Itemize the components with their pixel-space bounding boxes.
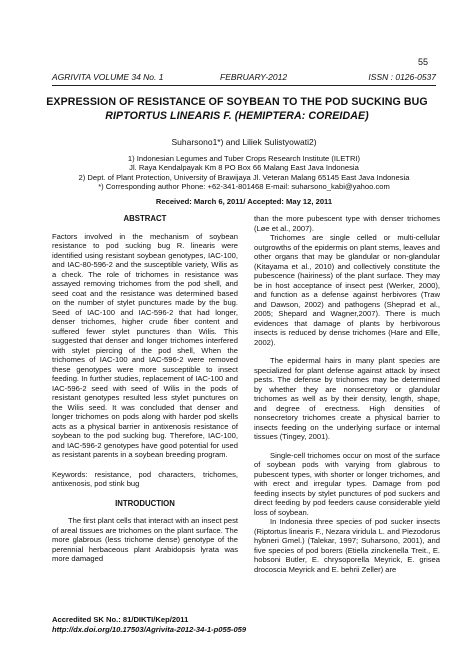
- footer: [52, 615, 246, 634]
- affiliation-line: *) Corresponding author Phone: +62-341-801468 E-mail: suharsono_kabi@yahoo.com: [98, 182, 390, 192]
- header-rule: [52, 85, 436, 86]
- title-line-2: RIPTORTUS LINEARIS F. (HEMIPTERA: COREIDAE): [105, 110, 369, 122]
- introduction-body: The first plant cells that interact with an insect pest of areal tissues are trichomes on the plant surface. The more glabrous (less trichome dense) genotype of the perennial herbaceous plant Arabidopsis lyrata was more damaged: [52, 516, 238, 563]
- body-paragraph: The epidermal hairs in many plant species are specialized for plant defense against attack by insect pests. The defense by trichomes may be determined by whether they are nonsecretory or glandular trichomes as well as by their density, length, shape, and degree of erectness. High densities of nonsecretory trichomes create a physical barrier to insects feeding on the underlying surface or internal tissues (Tingey, 2001).: [254, 356, 440, 441]
- body-paragraph: Single-cell trichomes occur on most of the surface of soybean pods with varying from glabrous to pubescent types, with shorter or longer trichomes, and with erect and irregular types. Damage from pod feeding insects by stylet punctures of pod suckers and direct feeding by pod feeders cause considerable yield loss of soybean.: [254, 450, 440, 517]
- article-title: [40, 95, 434, 123]
- left-column: [52, 214, 238, 564]
- authors: Suharsono1*) and Liliek Sulistyowati2): [171, 137, 317, 147]
- right-column: [254, 214, 440, 574]
- abstract-heading: ABSTRACT: [123, 214, 167, 223]
- affiliation-line: Jl. Raya Kendalpayak Km 8 PO Box 66 Malang East Java Indonesia: [129, 163, 359, 173]
- body-paragraph: Trichomes are single celled or multi-cellular outgrowths of the epidermis on plant stems, leaves and other organs that may be glandular or non-glandular (Kitayama et al., 2010) and collectively constitute the pubescence (hairiness) of the plant surface. They may be in host acceptance of insect pest (Werker, 2000), and function as a defense against herbivores (Traw and Dawson, 2002) and pathogens (Sheprad et al., 2005; Shepard and Wagner,2007). There is much evidences that damage of plants by herbivorous insects is reduced by dense trichomes (Hare and Elle, 2002).: [254, 233, 440, 347]
- received-accepted-dates: Received: March 6, 2011/ Accepted: May 12, 2011: [155, 197, 333, 206]
- affiliation-line: 1) Indonesian Legumes and Tuber Crops Research Institute (ILETRI): [127, 154, 361, 163]
- accreditation-note: Accredited SK No.: 81/DIKTI/Kep/2011: [52, 615, 189, 624]
- abstract-body: Factors involved in the mechanism of soybean resistance to pod sucking bug R. linearis were identified using resistant soybean genotypes, IAC-100, and IAC-80-596-2 and the susceptible variety, Wilis as a check. The role of trichomes in resistance was assayed removing trichomes from the pod shell, and seed coat and the resistance was determined based on the number of stylet punctures made by the bug. Seed of IAC-100 and IAC-596-2 that had longer, denser trichomes, higher crude fiber content and suffered fewer stylet punctures than Wilis. This suggested that denser and longer trichomes interfered with stylet piercing of the pod shell, When the trichomes of IAC-100 and IAC-596-2 were removed these genotypes were more susceptible to insect feeding. In further studies, replacement of IAC-100 and IAC-596-2 seed with seed of Wilis in the pods of resistant genotypes resulted less stylet punctures on the Wilis seed. It was concluded that denser and longer trichomes on pods along with harder pod skells acts as a physical barrier in antixenosis resistance of soybean to the pod sucking bug. Therefore, IAC-100, and IAC-596-2 genotypes have good potential for used as resistant parents in a soybean breeding program.: [52, 231, 238, 459]
- introduction-heading: INTRODUCTION: [115, 498, 175, 508]
- affiliations: [52, 154, 436, 192]
- issue-date: FEBRUARY-2012: [220, 72, 288, 82]
- body-paragraph: In Indonesia three species of pod sucker insects (Riptortus linearis F., Nezara viridula L. and Piezodorus hybneri Gmel.) (Talekar, 1997; Suharsono, 2001), and five species of pod borers (Etiella zinckenella Treit., E. hobsoni Butler, E. chrysoporella Meyrick, E. grisea drocoscia Meyrick and E. behrii Zeller) are: [254, 517, 440, 574]
- title-line-1: EXPRESSION OF RESISTANCE OF SOYBEAN TO THE POD SUCKING BUG: [46, 96, 428, 108]
- issn: ISSN : 0126-0537: [368, 72, 436, 82]
- affiliation-line: 2) Dept. of Plant Protection, University of Brawijaya Jl. Veteran Malang 65145 East Java Indonesia: [78, 172, 410, 182]
- doi-link[interactable]: http://dx.doi.org/10.17503/Agrivita-2012-34-1-p055-059: [52, 624, 247, 634]
- journal-name: AGRIVITA VOLUME 34 No. 1: [52, 72, 164, 82]
- page-number: 55: [417, 57, 428, 67]
- keywords: Keywords: resistance, pod characters, trichomes, antixenosis, pod stink bug: [52, 469, 238, 488]
- body-paragraph: than the more pubescent type with denser trichomes (Løe et al., 2007).: [254, 214, 440, 233]
